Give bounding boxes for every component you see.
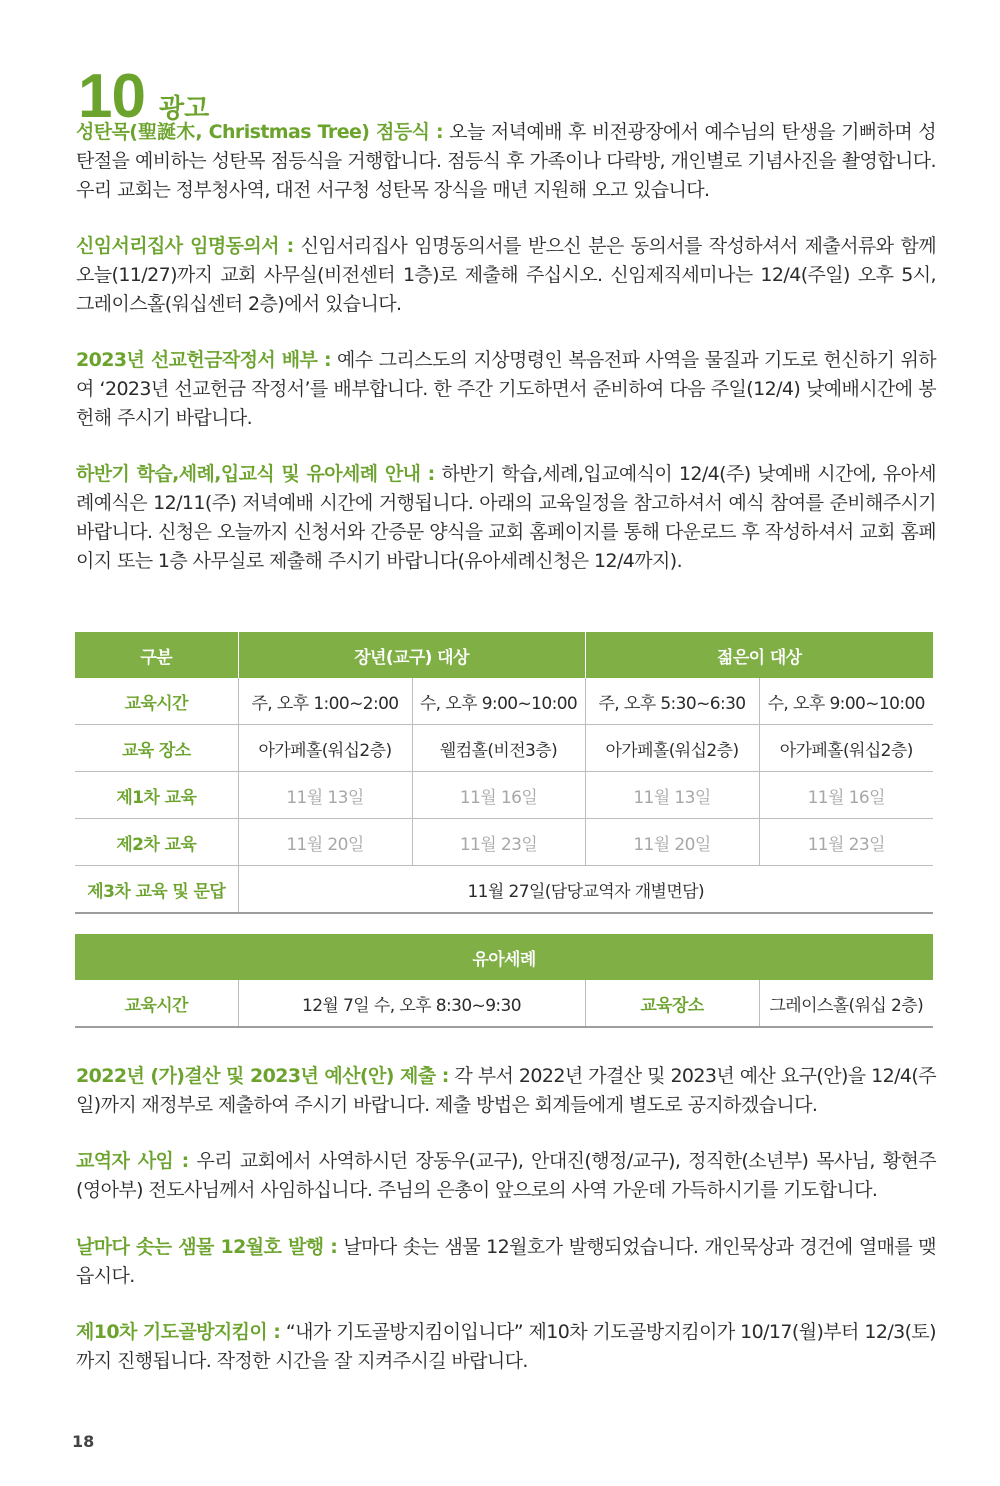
notice-heading: 신임서리집사 임명동의서 :	[76, 235, 294, 257]
row-label: 교육 장소	[75, 725, 238, 772]
table-cell: 11월 20일	[585, 819, 759, 866]
table-cell: 11월 23일	[759, 819, 933, 866]
notice-body: “내가 기도골방지킴이입니다” 제10차 기도골방지킴이가 10/17(월)부터 12/3(토)까지 진행됩니다. 작정한 시간을 잘 지켜주시길 바랍니다.	[76, 1321, 936, 1372]
table-cell: 11월 13일	[238, 772, 412, 819]
table-cell: 수, 오후 9:00~10:00	[412, 678, 585, 725]
section-title: 광고	[158, 94, 210, 124]
notice-baptism-guide	[76, 460, 936, 576]
notice-body: 하반기 학습,세례,입교예식이 12/4(주) 낮예배 시간에, 유아세례예식은 12/11(주) 저녁예배 시간에 거행됩니다. 아래의 교육일정을 참고하셔서 예식 참여를 준비해주시기 바랍니다. 신청은 오늘까지 신청서와 간증문 양식을 교회 홈페이지를 통해 다운로드 후 작성하셔서 교회 홈페이지 또는 1층 사무실로 제출해 주시기 바랍니다(유아세례신청은 12/4까지).	[76, 463, 936, 572]
table-cell: 12월 7일 수, 오후 8:30~9:30	[238, 980, 585, 1027]
table-row	[75, 980, 933, 1027]
notice-mission-pledge	[76, 346, 936, 433]
notice-body: 오늘 저녁예배 후 비전광장에서 예수님의 탄생을 기뻐하며 성탄절을 예비하는 성탄목 점등식을 거행합니다. 점등식 후 가족이나 다락방, 개인별로 기념사진을 촬영합니다. 우리 교회는 정부청사역, 대전 서구청 성탄목 장식을 매년 지원해 오고 있습니다.	[76, 121, 936, 201]
table-row	[75, 678, 933, 725]
notice-body: 신임서리집사 임명동의서를 받으신 분은 동의서를 작성하셔서 제출서류와 함께 오늘(11/27)까지 교회 사무실(비전센터 1층)로 제출해 주십시오. 신임제직세미나는 12/4(주일) 오후 5시, 그레이스홀(워십센터 2층)에서 있습니다.	[76, 235, 936, 315]
header-category: 구분	[75, 632, 238, 678]
table-cell: 그레이스홀(워십 2층)	[759, 980, 933, 1027]
infant-baptism-table	[75, 934, 933, 1028]
notice-budget-submission	[76, 1062, 936, 1120]
table-cell: 11월 16일	[759, 772, 933, 819]
table-cell: 아가페홀(워십2층)	[759, 725, 933, 772]
notice-heading: 성탄목(聖誕木, Christmas Tree) 점등식 :	[76, 121, 444, 143]
table-row	[75, 819, 933, 866]
table-cell: 아가페홀(워십2층)	[585, 725, 759, 772]
table-cell: 11월 16일	[412, 772, 585, 819]
table-cell: 아가페홀(워십2층)	[238, 725, 412, 772]
table-row	[75, 772, 933, 819]
notice-heading: 교역자 사임 :	[76, 1150, 189, 1172]
row-label: 교육장소	[585, 980, 759, 1027]
row-label: 제1차 교육	[75, 772, 238, 819]
notice-body: 각 부서 2022년 가결산 및 2023년 예산 요구(안)을 12/4(주일)까지 재정부로 제출하여 주시기 바랍니다. 제출 방법은 회계들에게 별도로 공지하겠습니다.	[76, 1065, 936, 1116]
table-cell: 수, 오후 9:00~10:00	[759, 678, 933, 725]
table-cell: 11월 23일	[412, 819, 585, 866]
notice-body: 예수 그리스도의 지상명령인 복음전파 사역을 물질과 기도로 헌신하기 위하여 ‘2023년 선교헌금 작정서’를 배부합니다. 한 주간 기도하면서 준비하여 다음 주일(12/4) 낮예배시간에 봉헌해 주시기 바랍니다.	[76, 349, 936, 429]
table-cell: 주, 오후 1:00~2:00	[238, 678, 412, 725]
notice-pastor-resignation	[76, 1147, 936, 1205]
page-number: 18	[72, 1432, 95, 1451]
table-cell: 11월 20일	[238, 819, 412, 866]
table-cell: 웰컴홀(비전3층)	[412, 725, 585, 772]
notice-heading: 하반기 학습,세례,입교식 및 유아세례 안내 :	[76, 463, 435, 485]
section-number: 10	[78, 62, 145, 131]
row-label: 교육시간	[75, 980, 238, 1027]
table-header-row	[75, 632, 933, 678]
notice-body: 날마다 솟는 샘물 12월호가 발행되었습니다. 개인묵상과 경건에 열매를 맺읍시다.	[76, 1236, 936, 1287]
notice-body: 우리 교회에서 사역하시던 장동우(교구), 안대진(행정/교구), 정직한(소년부) 목사님, 황현주(영아부) 전도사님께서 사임하십니다. 주님의 은총이 앞으로의 사역 가운데 가득하시기를 기도합니다.	[76, 1150, 936, 1201]
notice-heading: 날마다 솟는 샘물 12월호 발행 :	[76, 1236, 338, 1258]
table-cell: 11월 13일	[585, 772, 759, 819]
education-schedule-table	[75, 632, 933, 914]
header-youth: 젊은이 대상	[585, 632, 933, 678]
notice-christmas-tree	[76, 118, 936, 205]
notice-heading: 2022년 (가)결산 및 2023년 예산(안) 제출 :	[76, 1065, 449, 1087]
row-label: 제2차 교육	[75, 819, 238, 866]
notice-heading: 제10차 기도골방지킴이 :	[76, 1321, 281, 1343]
notice-devotional-issue	[76, 1233, 936, 1291]
notice-prayer-keeper	[76, 1318, 936, 1376]
row-label: 교육시간	[75, 678, 238, 725]
header-infant-baptism: 유아세례	[75, 934, 933, 980]
table-cell: 주, 오후 5:30~6:30	[585, 678, 759, 725]
table-row	[75, 725, 933, 772]
table-row	[75, 866, 933, 914]
row-label: 제3차 교육 및 문답	[75, 866, 238, 914]
table-header-row	[75, 934, 933, 980]
table-cell: 11월 27일(담당교역자 개별면담)	[238, 866, 933, 914]
notice-heading: 2023년 선교헌금작정서 배부 :	[76, 349, 331, 371]
notice-deacon-consent	[76, 232, 936, 319]
header-adult: 장년(교구) 대상	[238, 632, 585, 678]
